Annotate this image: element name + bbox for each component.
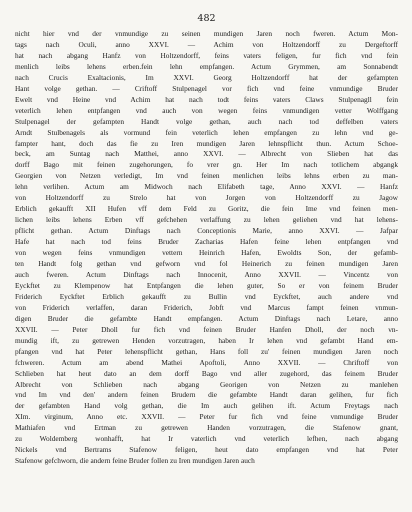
text-line: nach Crucis Exaltacionis, Im XXVI. Georg Holtzendorff hat der gefampten <box>15 72 398 82</box>
text-line: vnd Im vnd den' andern feinen Brudern die gefambte Handt daran gelihen, fur fich <box>15 390 398 400</box>
text-line: Mathiafen vnd Ertman zu getrewen Handen vorzutragen, die Stafenow gnant, <box>15 423 398 433</box>
text-line: Schlieben hat heut dato an dem dorff Bago vnd aller zugehord, das feinem Bruder <box>15 368 398 378</box>
text-line: nicht hier vnd der vnmundige zu seinen mundigen Jaren noch fweren. Actum Mon- <box>15 29 398 38</box>
text-line: Erblich gekaufft XII Hufen vff dem Feld zu Goritz, die fein Ime vnd feinen men- <box>15 204 398 214</box>
text-line: Stulpenagel der gefampten Handt volge gethan, auch nach tod deffelben vaters <box>15 116 398 126</box>
document-body <box>15 29 398 467</box>
text-line: von Holtzendorff zu Strelo hat von Jorgen von Holtzendorff zu Jagow <box>15 193 398 203</box>
text-line: von Friderich verlaffen, daran Friderich, Jobft vnd Marcus fampt feinen vnmun- <box>15 302 398 312</box>
text-line: Nickels vnd Bertrams Stafenow feligen, heut dato empfangen vnd hat Peter <box>15 445 398 455</box>
text-line: fchweren. Actum am abend Mathei Apoftoli, Anno XXVII. — Chriftoff von <box>15 357 398 367</box>
text-line: veterlich lehen entpfangen vnd auch von wegen feins vnmundigen vetter Wolffgang <box>15 105 398 115</box>
text-line: Arndt Stulbenagels als vormund fein veterlich lehen empfangen zu lehn vnd ge- <box>15 127 398 137</box>
text-line: digen Bruder die gefambte Handt empfangen. Actum Dinftags nach Letare, anno <box>15 313 398 323</box>
text-line: hat nach abgang Hanfz von Holtzendorff, feins vaters feligen, fur fich vnd fein <box>15 50 398 60</box>
text-line: Georgien von Netzen verledigt, Im vnd feinen menlichen leibs lehns erben zu man- <box>15 171 398 181</box>
text-line: Hant volge gethan. — Criftoff Stulpenagel vor fich vnd feine vnmundige Bruder <box>15 83 398 93</box>
text-line: der gefambten Hand volg gethan, die Im auch gelihen ift. Actum Freytags nach <box>15 401 398 411</box>
text-line: beck, am Suntag nach Matthei, anno XXVI. — Albrecht von Slieben hat das <box>15 149 398 159</box>
text-line: Albrecht von Schlieben nach abgang Georigen von Netzen zu manlehen <box>15 379 398 389</box>
text-line: mundig ift, zu getrewen Henden vorzutragen, haben Ir lehen vnd gefambt Hand em- <box>15 335 398 345</box>
text-line: Friderich Eyckftet Erblich gekaufft zu Bullin vnd Eyckftet, auch andere vnd <box>15 291 398 301</box>
text-line: ten Handt folg gethan vnd gefworn vnd fol Heinerich zu feinen mundigen Jaren <box>15 259 398 269</box>
page-number: 482 <box>197 13 216 24</box>
text-line: Eyckftet zu Klempenow hat Entpfangen die lehen guter, So er von feinem Bruder <box>15 280 398 290</box>
text-line: zu Woldemberg wonhafft, hat Ir vaterlich vnd veterlich lefhen, nach abgang <box>15 434 398 444</box>
text-line: von wegen feins vnmundigen vettern Heinrich Hafen, Ewoldts Son, der gefamb- <box>15 248 398 258</box>
text-line: lehn verlihen. Actum am Midwoch nach Elifabeth tage, Anno XXVI. — Hanfz <box>15 182 398 192</box>
text-line: auch fweren. Actum Dinftags nach Innocenit, Anno XXVII. — Vincentz von <box>15 269 398 279</box>
text-line: pfangen vnd hat Peter lehenspflicht gethan, Hans foll zu' feinen mundigen Jaren noch <box>15 346 398 356</box>
text-line: Ewelt vnd Heine vnd Achim hat nach todt feins vaters Claws Stulpenagll fein <box>15 94 398 104</box>
text-line: fampter hant, doch das fie zu Iren mundigen Jaren lehnspflicht thun. Actum Schoe- <box>15 138 398 148</box>
text-line: lichen leibs lehens Erben vff gefchehen verlaffung zu lehen geliehen vnd hat lehens- <box>15 215 398 225</box>
text-line: menlich leibs lehens erben.fein lehn empfangen. Actum Grymmen, am Sonnabendt <box>15 61 398 71</box>
text-line: XIm. virginum, Anno etc. XXVII. — Peter fur fich vnd feine vnmundige Bruder <box>15 412 398 422</box>
text-line: XXVII. — Peter Dholl fur fich vnd feinen Bruder Hanfen Dholl, der noch vn- <box>15 324 398 334</box>
text-line: tags nach Oculi, anno XXVI. — Achim von Holtzendorff zu Dergeftorff <box>15 39 398 49</box>
text-line: Stafenow gefchworn, die andern feine Bruder follen zu Iren mundigen Jaren auch <box>15 456 255 466</box>
text-line: Hafe hat nach tod feins Bruder Zacharias Hafen feine lehen entpfangen vnd <box>15 237 398 247</box>
text-line: dorff Bago mit feinen zugehorungen, fo vrer gn. Her Im nach totlichem abgangk <box>15 160 398 170</box>
text-line: pflicht gethan. Actum Dinftags nach Conceptionis Marie, anno XXVI. — Jafpar <box>15 226 398 236</box>
